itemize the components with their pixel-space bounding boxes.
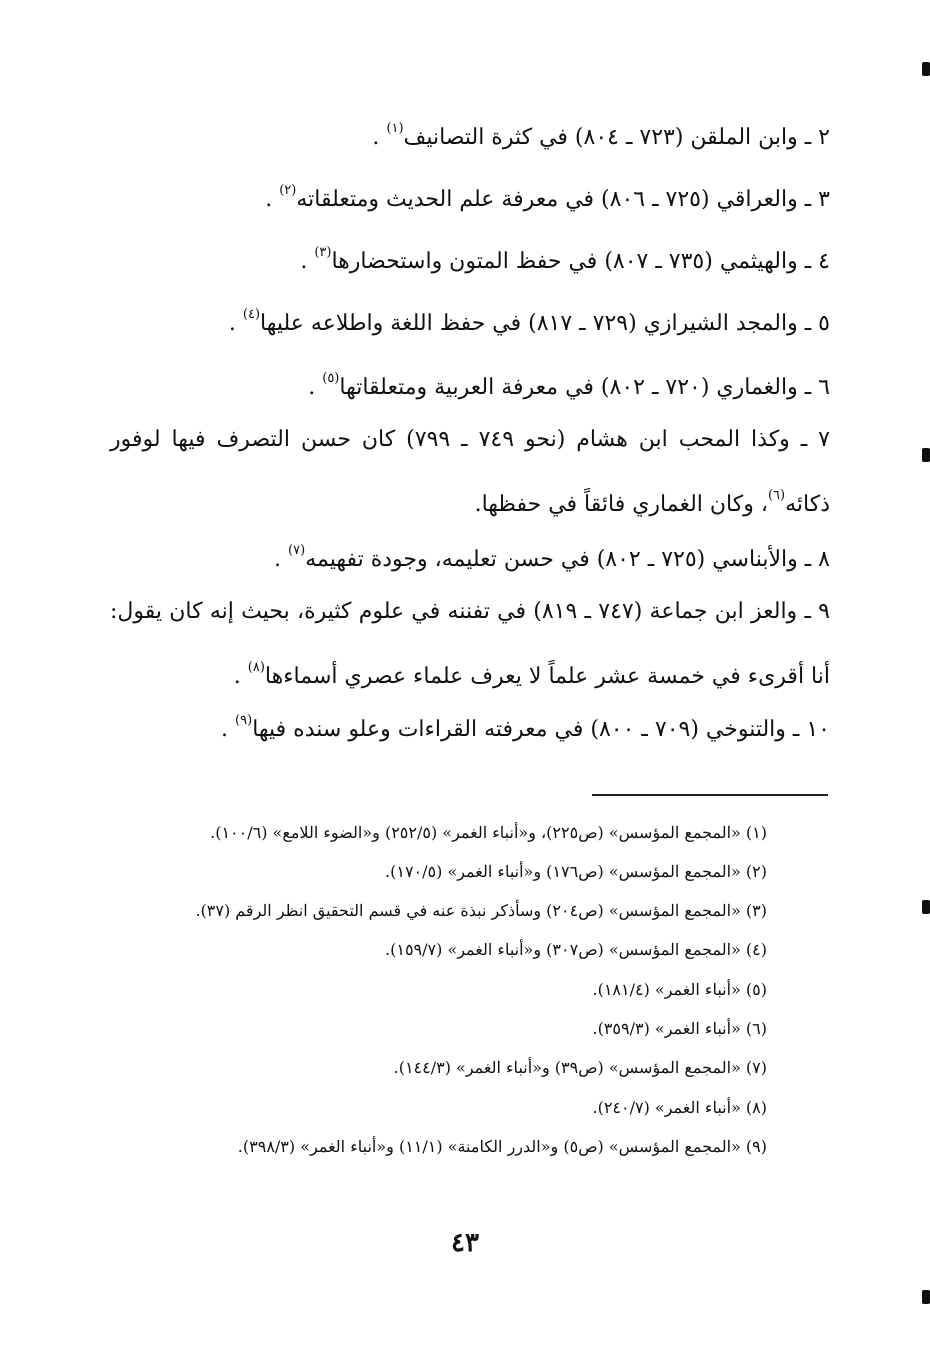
list-item	[110, 584, 830, 705]
binding-mark	[922, 62, 930, 76]
item-text: ٨ ـ والأبناسي (٧٢٥ ـ ٨٠٢) في حسن تعليمه، وجودة تفهيمه	[305, 547, 830, 572]
item-end: .	[233, 664, 248, 689]
footnote-ref: (٤)	[242, 307, 261, 322]
footnote: (٣) «المجمع المؤسس» (ص٢٠٤) وسأذكر نبذة عنه في قسم التحقيق انظر الرقم (٣٧).	[195, 901, 767, 920]
footnote-ref: (٢)	[279, 183, 297, 198]
item-end: ، وكان الغماري فائقاً في حفظها.	[474, 492, 768, 517]
footnote: (٩) «المجمع المؤسس» (ص٥) و«الدرر الكامنة» (١١/١) و«أنباء الغمر» (٣٩٨/٣).	[237, 1137, 767, 1156]
item-end: .	[221, 717, 236, 742]
list-item	[110, 100, 830, 167]
binding-mark	[922, 1290, 930, 1304]
footnote-ref: (٧)	[288, 543, 306, 558]
item-end: .	[300, 249, 315, 274]
footnote: (٦) «أنباء الغمر» (٣٥٩/٣).	[592, 1019, 767, 1038]
footnote-separator	[592, 794, 828, 796]
list-item	[110, 286, 830, 353]
footnote-ref: (٣)	[314, 245, 332, 260]
item-text: ٤ ـ والهيثمي (٧٣٥ ـ ٨٠٧) في حفظ المتون واستحضارها	[331, 249, 830, 274]
item-end: .	[372, 125, 387, 150]
list-item	[110, 224, 830, 291]
page-number: ٤٣	[451, 1228, 479, 1258]
item-end: .	[308, 375, 323, 400]
item-text: ١٠ ـ والتنوخي (٧٠٩ ـ ٨٠٠) في معرفته القراءات وعلو سنده فيها	[252, 717, 830, 742]
footnote: (٢) «المجمع المؤسس» (ص١٧٦) و«أنباء الغمر» (١٧٠/٥).	[385, 862, 767, 881]
footnote: (٧) «المجمع المؤسس» (ص٣٩) و«أنباء الغمر» (١٤٤/٣).	[393, 1058, 767, 1077]
list-item	[110, 412, 830, 533]
item-text: ٥ ـ والمجد الشيرازي (٧٢٩ ـ ٨١٧) في حفظ اللغة واطلاعه عليها	[260, 311, 830, 336]
item-text: ٩ ـ والعز ابن جماعة (٧٤٧ ـ ٨١٩) في تفننه في علوم كثيرة، بحيث إنه كان يقول: أنا أقرىء في خمسة عشر علماً لا يعرف علماء عصري أسماءها	[110, 599, 830, 689]
footnote-ref: (٦)	[767, 488, 786, 503]
list-item	[110, 350, 830, 417]
footnote-ref: (٥)	[322, 371, 340, 386]
footnote: (٥) «أنباء الغمر» (١٨١/٤).	[592, 980, 767, 999]
footnote: (٤) «المجمع المؤسس» (ص٣٠٧) و«أنباء الغمر» (١٥٩/٧).	[385, 940, 767, 959]
item-end: .	[228, 311, 243, 336]
item-text: ٧ ـ وكذا المحب ابن هشام (نحو ٧٤٩ ـ ٧٩٩) كان حسن التصرف فيها لوفور ذكائه	[110, 427, 830, 517]
binding-mark	[922, 448, 930, 462]
item-text: ٦ ـ والغماري (٧٢٠ ـ ٨٠٢) في معرفة العربية ومتعلقاتها	[339, 375, 830, 400]
footnote-ref: (١)	[386, 121, 404, 136]
list-item	[110, 162, 830, 229]
footnote-ref: (٩)	[235, 713, 253, 728]
list-item	[110, 692, 830, 759]
binding-mark	[922, 900, 930, 914]
item-text: ٣ ـ والعراقي (٧٢٥ ـ ٨٠٦) في معرفة علم الحديث ومتعلقاته	[296, 187, 830, 212]
footnote: (١) «المجمع المؤسس» (ص٢٢٥)، و«أنباء الغمر» (٢٥٢/٥) و«الضوء اللامع» (١٠٠/٦).	[210, 823, 767, 842]
item-end: .	[265, 187, 280, 212]
item-text: ٢ ـ وابن الملقن (٧٢٣ ـ ٨٠٤) في كثرة التصانيف	[403, 125, 830, 150]
list-item	[110, 522, 830, 589]
footnote: (٨) «أنباء الغمر» (٢٤٠/٧).	[592, 1098, 767, 1117]
footnote-ref: (٨)	[247, 660, 265, 675]
item-end: .	[274, 547, 289, 572]
